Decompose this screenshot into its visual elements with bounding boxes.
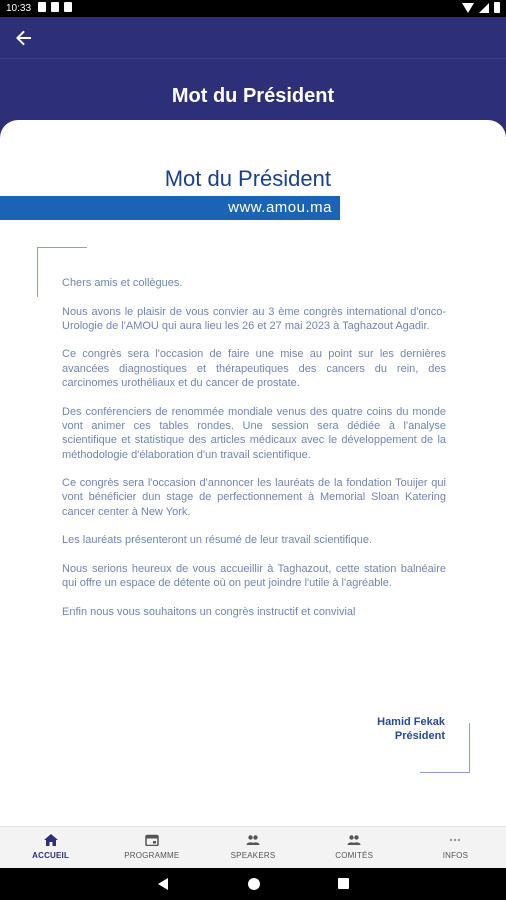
people-icon (347, 834, 361, 846)
bottom-navigation (0, 826, 506, 868)
nav-label: ACCUEIL (32, 851, 70, 860)
document-title: Mot du Président (164, 166, 331, 191)
nav-item-comites[interactable] (304, 827, 405, 868)
notification-icon (51, 2, 59, 12)
nav-item-speakers[interactable] (202, 827, 303, 868)
letter-paragraph: Enfin nous vous souhaitons un congrès instructif et convivial (62, 605, 356, 618)
home-icon (44, 834, 58, 846)
system-recents-icon[interactable] (338, 878, 349, 889)
letter-paragraph: Ce congrès sera l'occasion de faire une mise au point sur les dernières avancées diagnostiques et thérapeutiques des cancers du rein, des carcinomes urothéliaux et du cancer de prostate. (62, 348, 446, 390)
website-url[interactable]: www.amou.ma (228, 199, 332, 216)
nav-item-infos[interactable] (405, 827, 506, 868)
battery-icon (494, 2, 500, 13)
page-title: Mot du Président (171, 85, 335, 107)
notification-icon (38, 2, 46, 12)
letter-paragraph: Des conférenciers de renommée mondiale venus des quatre coins du monde vont animer ces tables rondes. Une session sera dédiée à l'analyse scientifique et statistique des articles médicaux avec le développement de la méthodologie d'élaboration d'un travail scientifique. (62, 405, 446, 461)
letter-paragraph: Nous serions heureux de vous accueillir à Taghazout, cette station balnéaire qui offre un espace de détente où on peut joindre l'utile à l'agréable. (62, 562, 446, 590)
status-bar (0, 0, 506, 17)
nav-label: PROGRAMME (124, 851, 180, 860)
people-icon (246, 834, 260, 846)
letter-paragraph: Les lauréats présenteront un résumé de leur travail scientifique. (62, 534, 373, 547)
notification-icons (38, 2, 72, 12)
calendar-icon (145, 834, 159, 846)
nav-label: SPEAKERS (230, 851, 276, 860)
more-icon (448, 834, 462, 846)
nav-item-accueil[interactable] (0, 827, 101, 868)
signal-icon (479, 3, 489, 13)
letter-paragraph: Nous avons le plaisir de vous convier au 3 ème congrès international d'onco-Urologie de l'AMOU qui aura lieu les 26 et 27 mai 2023 à Taghazout Agadir. (62, 305, 446, 332)
signature-role: Président (394, 730, 445, 743)
app-bar-divider (0, 58, 506, 59)
letter-paragraph: Chers amis et collègues. (62, 277, 183, 289)
nav-item-programme[interactable] (101, 827, 202, 868)
url-banner (0, 196, 340, 220)
app-bar (0, 17, 506, 59)
letter-body (62, 276, 446, 633)
system-status-icons (462, 2, 500, 13)
system-back-icon[interactable] (158, 878, 168, 890)
status-time: 10:33 (6, 3, 32, 14)
decorative-bracket-bottom (420, 723, 470, 773)
notification-icon (64, 2, 72, 12)
letter-paragraph: Ce congrès sera l'occasion d'annoncer les lauréats de la fondation Touijer qui vont bénéficier dun stage de perfectionnement à Memorial Sloan Katering cancer center à New York. (62, 477, 446, 518)
back-arrow-icon[interactable] (12, 26, 36, 50)
nav-label: INFOS (442, 851, 469, 860)
wifi-icon (462, 3, 474, 13)
nav-label: COMITÉS (335, 851, 374, 860)
system-home-icon[interactable] (248, 878, 260, 890)
content-card (0, 120, 506, 826)
signature-name: Hamid Fekak (377, 716, 445, 728)
system-navigation-bar (0, 868, 506, 900)
